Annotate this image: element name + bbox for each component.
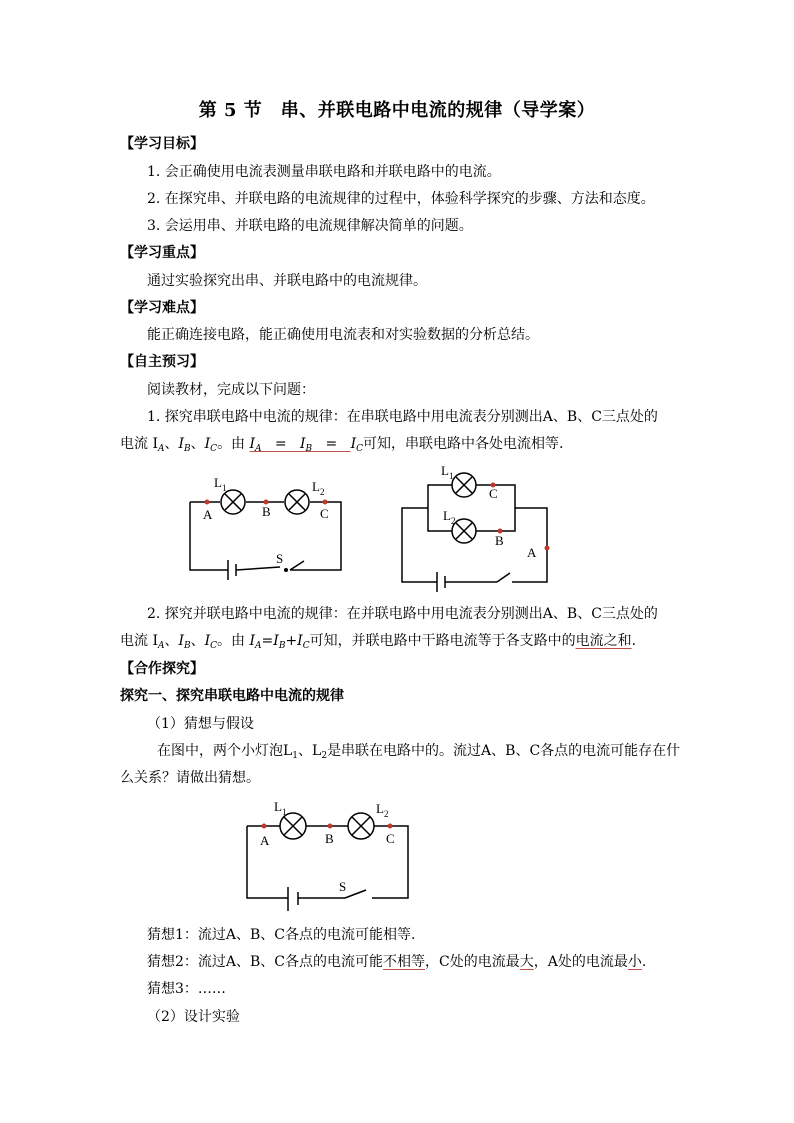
point-c-label: C xyxy=(320,506,329,521)
keypoint-text: 通过实验探究出串、并联电路中的电流规律。 xyxy=(147,273,427,289)
point-a-label: A xyxy=(203,507,213,522)
lamp2-label-l1: $L_1$ xyxy=(274,799,287,817)
preview-heading: 【自主预习】 xyxy=(120,354,204,370)
q1-answer: $I_A$ = $I_B$ = xyxy=(249,436,338,454)
preview-intro: 阅读教材，完成以下问题： xyxy=(147,382,315,398)
difficulty-text: 能正确连接电路，能正确使用电流表和对实验数据的分析总结。 xyxy=(147,327,539,343)
q1-line1: 1. 探究串联电路中电流的规律：在串联电路中用电流表分别测出A、B、C三点处的 xyxy=(147,409,658,425)
para-line1: 在图中，两个小灯泡$L_1$、$L_2$是串联在电路中的。流过A、B、C各点的电流可能存在什 xyxy=(157,743,681,761)
parallel-point-a-label: A xyxy=(527,545,537,560)
q1-line2: 电流 $I_A$、$I_B$、$I_C$。由 $I_A$ = $I_B$ = $I_C$可知，串联电路中各处电流相等. xyxy=(120,436,564,454)
parallel-point-c-label: C xyxy=(489,486,498,501)
q2-answer: 电流之和 xyxy=(575,633,632,649)
goal-item-1: 1. 会正确使用电流表测量串联电路和并联电路中的电流。 xyxy=(147,164,501,180)
q2-line1: 2. 探究并联电路中电流的规律：在并联电路中用电流表分别测出A、B、C三点处的 xyxy=(147,606,658,622)
point2-c-label: C xyxy=(386,831,395,846)
guess1: 猜想1：流过A、B、C各点的电流可能相等. xyxy=(147,927,416,943)
guess3: 猜想3：…… xyxy=(147,981,226,997)
para-line2: 么关系？请做出猜想。 xyxy=(120,770,260,786)
parallel-point-b-label: B xyxy=(495,533,504,548)
parallel-lamp-label-l2: $L_2$ xyxy=(443,508,456,526)
inquiry-title: 探究一、探究串联电路中电流的规律 xyxy=(120,688,344,704)
goals-heading: 【学习目标】 xyxy=(120,136,204,152)
point-b-label: B xyxy=(262,504,271,519)
lamp2-label-l2: $L_2$ xyxy=(376,801,389,819)
lamp-label-l1: $L_1$ xyxy=(214,475,227,493)
cooperate-heading: 【合作探究】 xyxy=(120,661,204,677)
guess2-answer-1: 不相等 xyxy=(383,954,426,970)
page-title: 第 5 节 串、并联电路中电流的规律（导学案） xyxy=(198,100,596,121)
guess2: 猜想2：流过A、B、C各点的电流可能不相等，C处的电流最大，A处的电流最小. xyxy=(147,954,647,970)
step1-heading: （1）猜想与假设 xyxy=(147,716,254,732)
point2-a-label: A xyxy=(260,833,270,848)
step2-heading: （2）设计实验 xyxy=(147,1009,240,1025)
parallel-lamp-label-l1: $L_1$ xyxy=(441,463,454,481)
switch-label: S xyxy=(276,551,284,566)
switch2-label: S xyxy=(339,879,347,894)
lamp-label-l2: $L_2$ xyxy=(312,479,325,497)
keypoint-heading: 【学习重点】 xyxy=(120,245,204,261)
guess2-answer-3: 小 xyxy=(627,954,642,970)
goal-item-2: 2. 在探究串、并联电路的电流规律的过程中，体验科学探究的步骤、方法和态度。 xyxy=(147,191,655,207)
difficulty-heading: 【学习难点】 xyxy=(120,300,204,316)
guess2-answer-2: 大 xyxy=(519,954,534,970)
q2-line2: 电流 $I_A$、$I_B$、$I_C$。由 $I_A=I_B+I_C$可知，并联电路中干路电流等于各支路中的电流之和. xyxy=(120,633,637,651)
goal-item-3: 3. 会运用串、并联电路的电流规律解决简单的问题。 xyxy=(147,218,473,234)
point2-b-label: B xyxy=(325,831,334,846)
